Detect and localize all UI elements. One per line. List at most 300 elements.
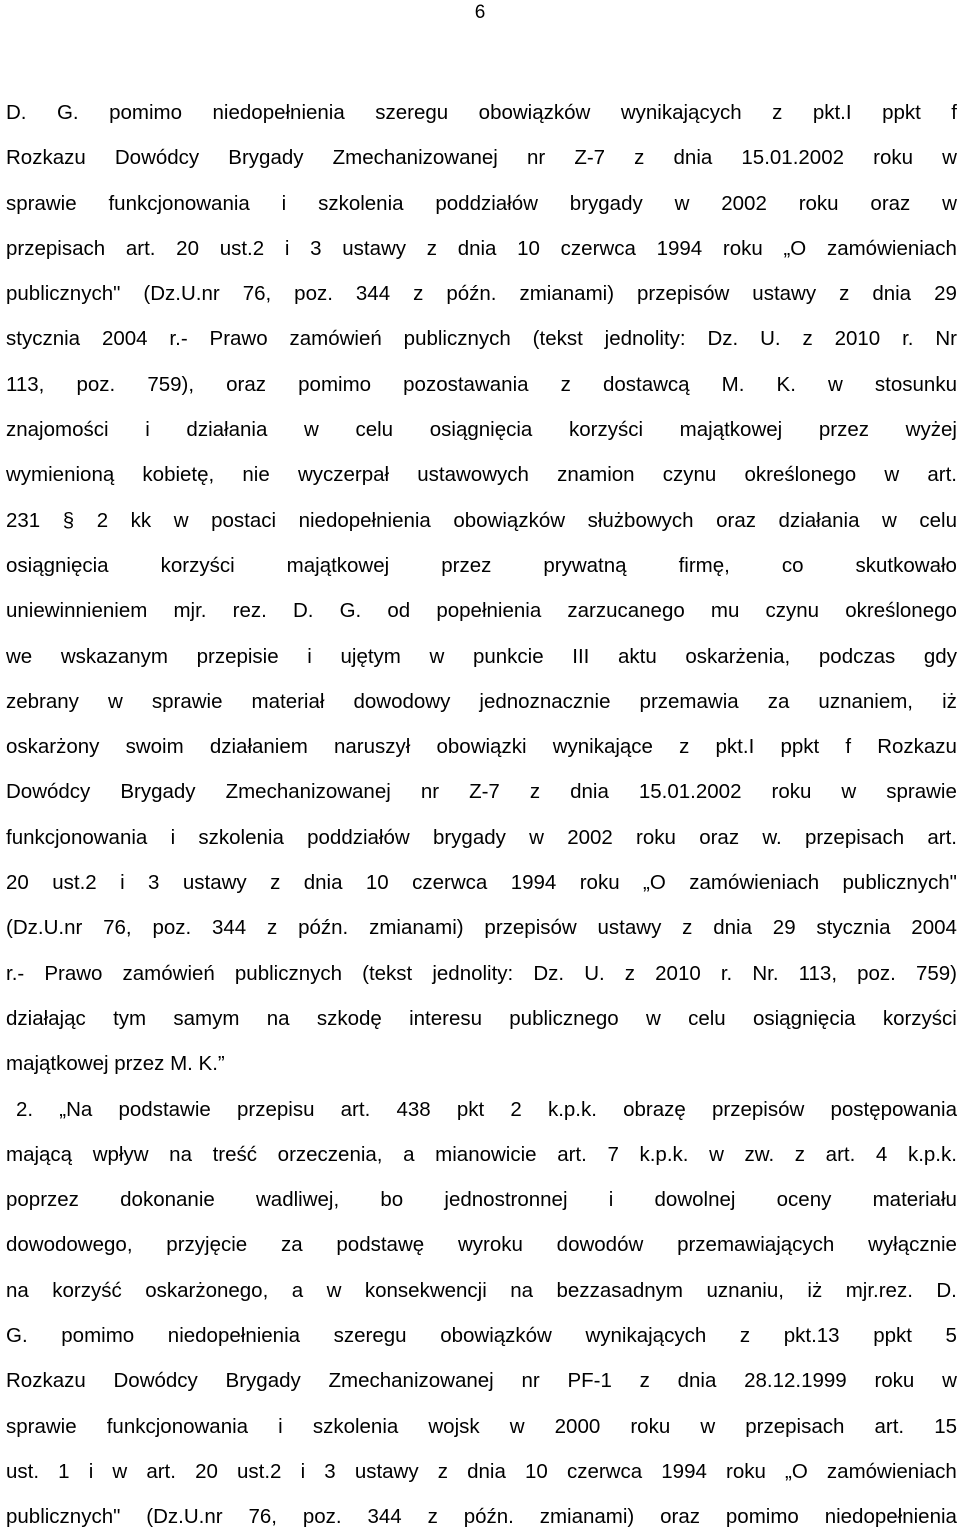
paragraph-1-line (6, 407, 957, 452)
word: art. (146, 1459, 176, 1483)
word: ustawy (342, 236, 407, 260)
word: dnia (467, 1459, 506, 1483)
word: poz. (294, 282, 333, 306)
word: oskarżenia, (685, 644, 791, 668)
word: określonego (845, 599, 957, 623)
word: punkcie (472, 644, 544, 668)
word: czerwca (412, 871, 488, 895)
word: obowiązków (453, 508, 566, 532)
word: 28.12.1999 (744, 1369, 847, 1393)
word: Prawo (209, 327, 268, 351)
word: znamion (557, 463, 635, 487)
word: 344 (355, 282, 391, 306)
word: naruszył (334, 735, 411, 759)
paragraph-1-line (6, 452, 957, 497)
word: 2000 (554, 1414, 601, 1438)
word: prywatną (543, 553, 627, 577)
paragraph-1-line (6, 724, 957, 769)
word: poprzez (6, 1188, 79, 1212)
word: korzyści (160, 553, 235, 577)
word: oceny (776, 1188, 832, 1212)
word: dowodowy (353, 689, 451, 713)
word: U. (760, 327, 781, 351)
word: z (679, 735, 690, 759)
paragraph-2-line (6, 1358, 957, 1403)
paragraph-2-line (6, 1222, 957, 1267)
word: dokonanie (120, 1188, 215, 1212)
word: 2002 (721, 191, 767, 215)
word: co (781, 553, 804, 577)
word: publicznych (403, 327, 511, 351)
word: (tekst (362, 961, 413, 985)
word: we (6, 644, 33, 668)
word: przepisów (711, 1097, 805, 1121)
word: z (839, 282, 850, 306)
word: mianowicie (435, 1142, 537, 1166)
word: art. (340, 1097, 371, 1121)
word: obowiązków (440, 1324, 552, 1348)
word: wojsk (428, 1414, 480, 1438)
word: i (170, 825, 176, 849)
word: ujętym (340, 644, 401, 668)
word: niedopełnienia (167, 1324, 301, 1348)
word: dnia (713, 916, 752, 940)
word: ppkt (780, 735, 820, 759)
word: i (278, 1414, 283, 1438)
word: Dowódcy (113, 1369, 198, 1393)
word: art. (825, 1142, 856, 1166)
word: z (560, 372, 571, 396)
word: przepisach (745, 1414, 845, 1438)
word: roku (798, 191, 839, 215)
word: w (828, 372, 843, 396)
paragraph-1-line (6, 996, 957, 1041)
word: aktu (618, 644, 657, 668)
word: szkolenia (318, 191, 404, 215)
word: (Dz.U.nr (143, 282, 220, 306)
word: k.p.k. (639, 1142, 689, 1166)
word: Z-7 (469, 780, 500, 804)
word: czerwca (566, 1459, 643, 1483)
word: z (802, 327, 813, 351)
word: służbowych (587, 508, 694, 532)
word: uznaniu, (706, 1278, 784, 1302)
word: dnia (673, 146, 713, 170)
word: 2010 (655, 961, 701, 985)
word: D. (6, 101, 27, 124)
word: mającą (6, 1142, 73, 1166)
word: Zmechanizowanej (225, 780, 391, 804)
word: w (645, 1006, 661, 1030)
word: firmę, (678, 553, 730, 577)
word: uniewinnieniem (6, 599, 148, 623)
word: ustawy (752, 282, 817, 306)
word: obowiązki (436, 735, 527, 759)
word: zamówień (122, 961, 215, 985)
word: znajomości (6, 418, 109, 442)
word: M. (170, 1052, 193, 1076)
word: zamówieniach (826, 236, 957, 260)
word: 3 (324, 1459, 336, 1483)
word: ustawy (182, 871, 247, 895)
word: zamówień (289, 327, 382, 351)
word: i (300, 1459, 306, 1483)
word: z (624, 961, 636, 985)
word: 113, (798, 961, 838, 985)
word: korzyści (882, 1006, 957, 1030)
word: przemawia (639, 689, 739, 713)
word: wyroku (457, 1233, 523, 1257)
word: 20 (6, 871, 29, 895)
word: jednolity: (432, 961, 514, 985)
word: w (173, 508, 189, 532)
paragraph-2-line (6, 1177, 957, 1222)
word: ust.2 (219, 236, 265, 260)
word: nr (526, 146, 546, 170)
paragraph-1-line (6, 498, 957, 543)
word: działając (6, 1006, 86, 1030)
word: uznaniem, (818, 689, 914, 713)
word: działaniem (209, 735, 308, 759)
word: zmianami) (519, 282, 615, 306)
word: jednoznacznie (479, 689, 611, 713)
word: zamówieniach (689, 871, 820, 895)
word: z (267, 916, 278, 940)
word: pkt (456, 1097, 485, 1121)
word: 1 (58, 1459, 70, 1483)
word: dnia (872, 282, 912, 306)
word: z (270, 871, 281, 895)
word: 2004 (101, 327, 148, 351)
word: 1994 (656, 236, 703, 260)
word: jednostronnej (444, 1188, 568, 1212)
word: zmianami) (369, 916, 464, 940)
word: K. (776, 372, 796, 396)
word: 3 (310, 236, 322, 260)
word: od (387, 599, 411, 623)
word: jednolity: (604, 327, 686, 351)
word: dowodowego, (6, 1233, 133, 1257)
word: Brygady (228, 146, 304, 170)
word: materiał (251, 689, 325, 713)
word: iż (807, 1278, 823, 1302)
word: czerwca (560, 236, 636, 260)
word: bo (380, 1188, 404, 1212)
word: ustawy (354, 1459, 419, 1483)
word: na (6, 1278, 29, 1302)
word: Rozkazu (877, 735, 957, 759)
word: obrazę (623, 1097, 686, 1121)
word: celu (919, 508, 957, 532)
word: funkcjonowania (6, 825, 148, 849)
word: w (942, 191, 957, 215)
word: w (509, 1414, 525, 1438)
paragraph-1-line (6, 90, 957, 135)
word: (Dz.U.nr (146, 1505, 223, 1529)
paragraph-1-line (6, 588, 957, 633)
word: dnia (677, 1369, 717, 1393)
word: kobietę, (142, 463, 215, 487)
word: dowolnej (654, 1188, 736, 1212)
word: celu (688, 1006, 726, 1030)
word: Dz. (533, 961, 565, 985)
word: publicznych" (6, 282, 121, 306)
word: 3 (148, 871, 160, 895)
word: 1994 (661, 1459, 707, 1483)
word: 76, (103, 916, 132, 940)
word: art. (927, 825, 957, 849)
word: szeregu (375, 101, 449, 124)
word: roku (873, 146, 914, 170)
word: późn. (298, 916, 349, 940)
word: Zmechanizowanej (332, 146, 498, 170)
word: wynikających (620, 101, 742, 124)
word: D. (292, 599, 314, 623)
word: ust.2 (237, 1459, 282, 1483)
paragraph-1-line (6, 679, 957, 724)
word: pomimo (109, 101, 183, 124)
word: przepisów (484, 916, 577, 940)
word: z (413, 282, 424, 306)
word: materiału (872, 1188, 957, 1212)
word: późn. (446, 282, 497, 306)
word: gdy (923, 644, 957, 668)
word: osiągnięcia (6, 553, 109, 577)
word: i (145, 418, 150, 442)
word: pkt.I (715, 735, 755, 759)
word: oraz (716, 508, 756, 532)
word: wymienioną (6, 463, 115, 487)
word: funkcjonowania (106, 1414, 249, 1438)
word: r.- (6, 961, 25, 985)
word: iż (942, 689, 957, 713)
paragraph-2-line (6, 1404, 957, 1449)
word: roku (874, 1369, 915, 1393)
word: z (772, 101, 783, 124)
word: oraz (870, 191, 911, 215)
word: roku (726, 1459, 766, 1483)
word: w (700, 1414, 716, 1438)
paragraph-1-line (6, 271, 957, 316)
word: zw. (744, 1142, 775, 1166)
word: poz. (152, 916, 192, 940)
word: majątkowej (679, 418, 783, 442)
paragraph-1-line (6, 181, 957, 226)
word: oskarżonego, (145, 1278, 269, 1302)
word: przemawiających (677, 1233, 835, 1257)
word: z (794, 1142, 806, 1166)
word: określonego (744, 463, 857, 487)
word: szeregu (333, 1324, 407, 1348)
word: przepisach (6, 236, 106, 260)
word: zmianami) (539, 1505, 635, 1529)
word: 4 (875, 1142, 888, 1166)
word: mjr. (173, 599, 207, 623)
word: późn. (463, 1505, 514, 1529)
word: poddziałów (435, 191, 538, 215)
word: oraz (226, 372, 267, 396)
word: w (882, 508, 897, 532)
word: roku (771, 780, 812, 804)
word: Dz. (707, 327, 739, 351)
word: niedopełnienia (824, 1505, 957, 1529)
word: pomimo (61, 1324, 135, 1348)
word: f (845, 735, 852, 759)
word: 344 (367, 1505, 402, 1529)
word: z (437, 1459, 448, 1483)
word: osiągnięcia (752, 1006, 856, 1030)
word: f (951, 101, 957, 124)
word: bezzasadnym (556, 1278, 683, 1302)
word: i (307, 644, 312, 668)
word: niedopełnienia (298, 508, 431, 532)
word: mu (710, 599, 740, 623)
paragraph-2-line (6, 1494, 957, 1539)
paragraph-1-line (6, 1041, 957, 1086)
paragraph-1-line (6, 135, 957, 180)
paragraph-1-line (6, 905, 957, 950)
word: oraz (699, 825, 740, 849)
word: roku (636, 825, 676, 849)
word: PF-1 (567, 1369, 612, 1393)
word: stosunku (874, 372, 957, 396)
word: pomimo (725, 1505, 799, 1529)
word: „O (783, 236, 807, 260)
word: szkolenia (198, 825, 284, 849)
word: popełnienia (436, 599, 542, 623)
word: 2 (96, 508, 109, 532)
word: kk (130, 508, 152, 532)
word: Brygady (120, 780, 196, 804)
word: dnia (457, 236, 497, 260)
word: Dowódcy (6, 780, 91, 804)
word: za (767, 689, 790, 713)
word: poddziałów (307, 825, 410, 849)
word: w (942, 146, 957, 170)
word: (tekst (532, 327, 583, 351)
word: wadliwej, (256, 1188, 340, 1212)
word: 438 (396, 1097, 431, 1121)
word: k.p.k. (907, 1142, 957, 1166)
word: w (326, 1278, 342, 1302)
word: Rozkazu (6, 1369, 86, 1393)
word: mjr.rez. (845, 1278, 913, 1302)
word: a (403, 1142, 415, 1166)
word: zebrany (6, 689, 79, 713)
paragraph-1-line (6, 769, 957, 814)
word: stycznia (816, 916, 891, 940)
word: publicznych (234, 961, 343, 985)
word: r. (720, 961, 733, 985)
word: z (427, 1505, 438, 1529)
word: wynikające (552, 735, 653, 759)
word: szkodę (316, 1006, 382, 1030)
word: celu (355, 418, 394, 442)
word: (Dz.U.nr (6, 916, 83, 940)
page-number: 6 (474, 2, 486, 23)
word: przepisu (236, 1097, 315, 1121)
word: sprawie (886, 780, 957, 804)
word: r.- (169, 327, 188, 351)
word: interesu (409, 1006, 482, 1030)
word: korzyści (568, 418, 644, 442)
paragraph-1-line (6, 815, 957, 860)
word: pkt.I (812, 101, 852, 124)
word: ppkt (873, 1324, 912, 1348)
word: 5 (945, 1324, 957, 1348)
paragraph-1-line (6, 543, 957, 588)
word: oraz (660, 1505, 701, 1529)
word: 76, (242, 282, 272, 306)
word: publicznego (509, 1006, 619, 1030)
word: na (266, 1006, 290, 1030)
word: nie (242, 463, 270, 487)
word: 10 (525, 1459, 548, 1483)
word: oskarżony (6, 735, 100, 759)
word: osiągnięcia (429, 418, 533, 442)
word: samym (173, 1006, 240, 1030)
word: wyżej (905, 418, 957, 442)
word: 15 (934, 1414, 957, 1438)
word: r. (902, 327, 914, 351)
word: sprawie (151, 689, 223, 713)
word: w (107, 689, 123, 713)
word: art. (125, 236, 156, 260)
word: brygady (569, 191, 643, 215)
word: 29 (772, 916, 796, 940)
word: w (841, 780, 857, 804)
word: z (529, 780, 541, 804)
word: podstawę (336, 1233, 425, 1257)
word: pomimo (298, 372, 372, 396)
paragraph-1-line (6, 634, 957, 679)
word: przepisie (196, 644, 279, 668)
word: sprawie (6, 191, 77, 215)
word: Rozkazu (6, 146, 86, 170)
word: w (429, 644, 445, 668)
word: przepisach (804, 825, 905, 849)
word: 20 (195, 1459, 218, 1483)
word: 759) (915, 961, 957, 985)
word: 2 (510, 1097, 522, 1121)
word: zarzucanego (567, 599, 685, 623)
paragraph-2-line (6, 1087, 957, 1132)
word: czynu (765, 599, 820, 623)
word: dowodów (556, 1233, 644, 1257)
word: przez (441, 553, 492, 577)
word: i (284, 236, 290, 260)
word: pkt.13 (783, 1324, 840, 1348)
word: 231 (6, 508, 41, 532)
word: brygady (432, 825, 506, 849)
word: 76, (248, 1505, 277, 1529)
word: i (281, 191, 287, 215)
word: wynikających (585, 1324, 707, 1348)
word: D. (936, 1278, 957, 1302)
word: ust. (6, 1459, 40, 1483)
paragraph-1-line (6, 860, 957, 905)
word: roku (722, 236, 763, 260)
word: w (884, 463, 900, 487)
word: postępowania (830, 1097, 957, 1121)
word: swoim (125, 735, 184, 759)
word: pozostawania (403, 372, 529, 396)
word: G. (6, 1324, 28, 1348)
word: podczas (818, 644, 896, 668)
word: poz. (302, 1505, 342, 1529)
word: w (674, 191, 690, 215)
word: dnia (303, 871, 343, 895)
